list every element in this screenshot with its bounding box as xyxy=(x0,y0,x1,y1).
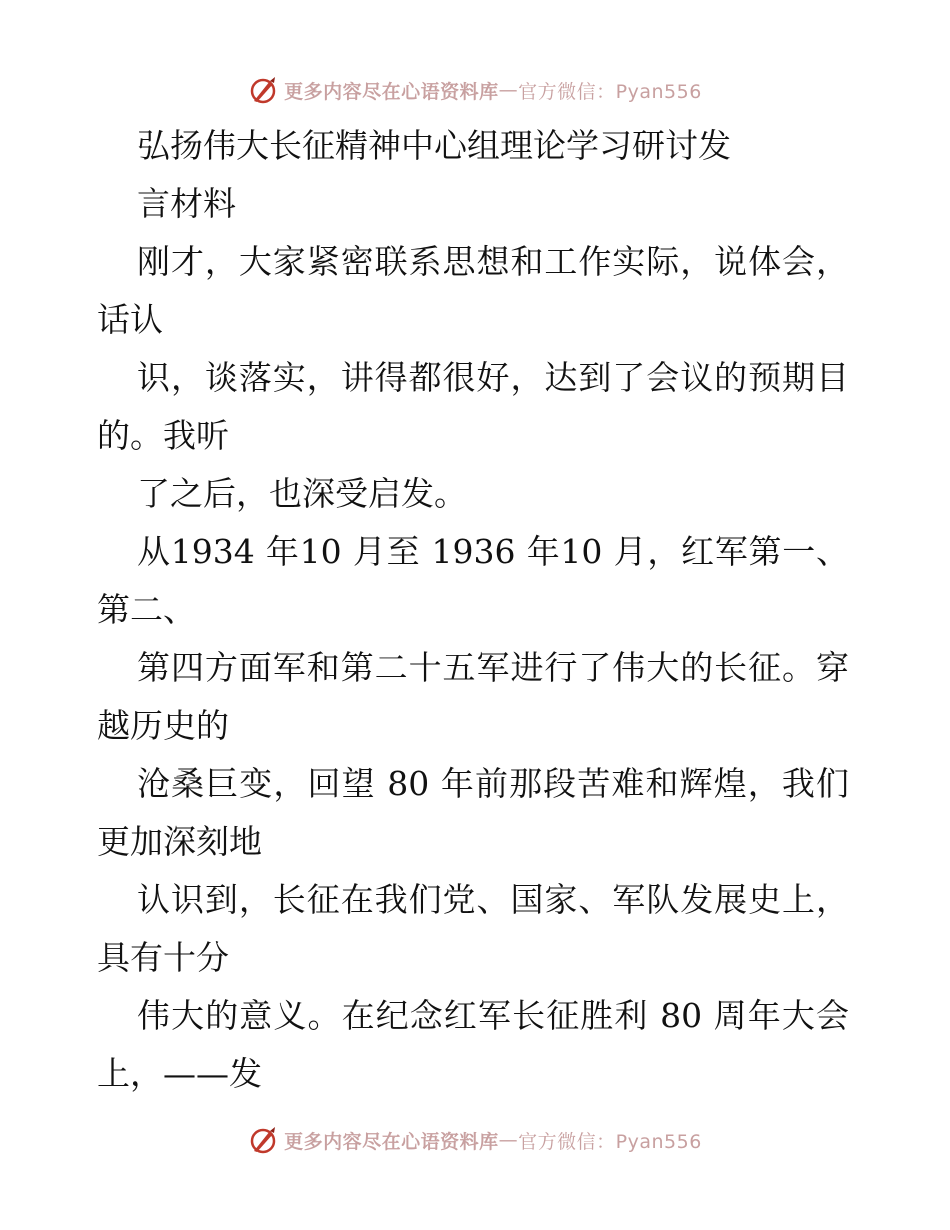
banner-separator: — xyxy=(498,1129,519,1151)
doc-line: 从1934 年10 月至 1936 年10 月，红军第一、 xyxy=(137,532,849,571)
doc-line: 识，谈落实，讲得都很好，达到了会议的预期目 xyxy=(137,358,849,397)
doc-line: 第四方面军和第二十五军进行了伟大的长征。穿 xyxy=(137,648,849,687)
doc-line: 第二、 xyxy=(97,590,196,629)
doc-line: 更加深刻地 xyxy=(97,822,262,861)
doc-line: 沧桑巨变，回望 80 年前那段苦难和辉煌，我们 xyxy=(137,764,849,803)
doc-title-line-1: 弘扬伟大长征精神中心组理论学习研讨发 xyxy=(137,126,731,165)
banner-site-name: 更多内容尽在心语资料库 xyxy=(284,1130,499,1153)
doc-line: 认识到，长征在我们党、国家、军队发展史上， xyxy=(137,880,849,919)
doc-line: 伟大的意义。在纪念红军长征胜利 80 周年大会 xyxy=(137,996,849,1035)
banner-separator: — xyxy=(498,79,519,101)
doc-line: 具有十分 xyxy=(97,938,229,977)
doc-line: 了之后，也深受启发。 xyxy=(137,474,467,513)
banner-wechat: 官方微信：Pyan556 xyxy=(518,1130,702,1153)
footer-watermark-banner xyxy=(0,1122,950,1158)
quill-pen-logo-icon xyxy=(248,1125,278,1155)
doc-line: 上，——发 xyxy=(97,1054,262,1093)
banner-site-name: 更多内容尽在心语资料库 xyxy=(284,80,499,103)
doc-line: 的。我听 xyxy=(97,416,229,455)
doc-line: 刚才，大家紧密联系思想和工作实际，说体会， xyxy=(137,242,849,281)
doc-title-line-2: 言材料 xyxy=(137,184,236,223)
doc-line: 越历史的 xyxy=(97,706,229,745)
doc-line: 话认 xyxy=(97,300,163,339)
banner-wechat: 官方微信：Pyan556 xyxy=(518,80,702,103)
